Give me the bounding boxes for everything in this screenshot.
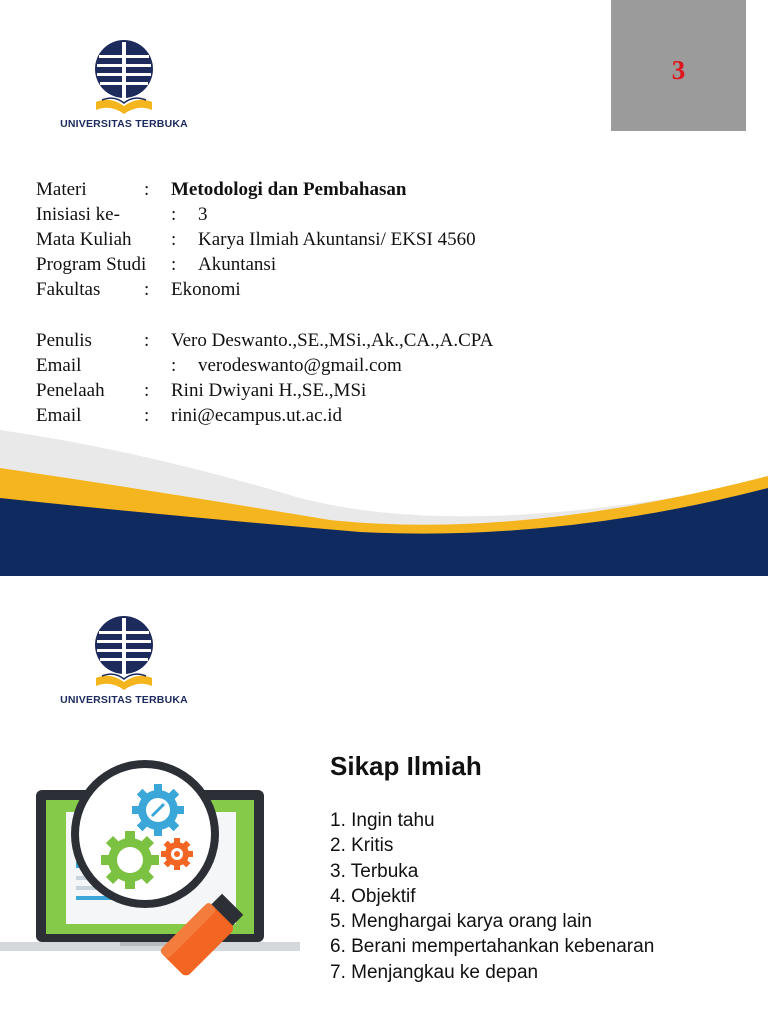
list-item: 5. Menghargai karya orang lain xyxy=(330,911,592,933)
colon: : xyxy=(144,380,150,401)
value: Akuntansi xyxy=(198,254,277,275)
value: rini@ecampus.ut.ac.id xyxy=(171,405,343,426)
value: Vero Deswanto.,SE.,MSi.,Ak.,CA.,A.CPA xyxy=(171,330,494,351)
colon: : xyxy=(144,179,150,200)
colon: : xyxy=(144,330,150,351)
slide-2 xyxy=(0,576,768,1024)
label: Email xyxy=(36,355,82,376)
value: Rini Dwiyani H.,SE.,MSi xyxy=(171,380,367,401)
decorative-wave xyxy=(0,420,768,576)
colon: : xyxy=(171,229,177,250)
value: 3 xyxy=(198,204,208,225)
value: Ekonomi xyxy=(171,279,241,300)
value: Karya Ilmiah Akuntansi/ EKSI 4560 xyxy=(198,229,476,250)
colon: : xyxy=(171,355,177,376)
gear-orange xyxy=(161,838,193,870)
magnifier-gears-laptop-icon xyxy=(0,752,310,992)
colon: : xyxy=(171,204,177,225)
gear-green xyxy=(101,831,159,889)
colon: : xyxy=(144,405,150,426)
logo-text: UNIVERSITAS TERBUKA xyxy=(60,118,188,130)
colon: : xyxy=(171,254,177,275)
list-item: 3. Terbuka xyxy=(330,860,419,882)
section-title: Sikap Ilmiah xyxy=(330,751,482,781)
label: Fakultas xyxy=(36,279,101,300)
label: Email xyxy=(36,405,82,426)
value: verodeswanto@gmail.com xyxy=(198,355,402,376)
attitude-list xyxy=(330,808,654,985)
list-item: 1. Ingin tahu xyxy=(330,810,435,831)
university-logo-icon xyxy=(92,616,156,694)
gear-blue xyxy=(132,784,184,836)
value: Metodologi dan Pembahasan xyxy=(171,179,407,200)
list-item: 2. Kritis xyxy=(330,835,394,857)
list-item: 7. Menjangkau ke depan xyxy=(330,961,539,983)
label: Inisiasi ke- xyxy=(36,204,120,225)
page-number: 3 xyxy=(671,55,686,85)
university-logo-icon xyxy=(92,40,156,118)
label: Mata Kuliah xyxy=(36,229,132,250)
label: Materi xyxy=(36,179,87,200)
list-item: 4. Objektif xyxy=(330,885,416,907)
colon: : xyxy=(144,279,150,300)
page-number-box xyxy=(611,0,746,131)
label: Program Studi xyxy=(36,254,147,275)
list-item: 6. Berani mempertahankan kebenaran xyxy=(330,936,655,958)
logo-text: UNIVERSITAS TERBUKA xyxy=(60,694,188,706)
label: Penelaah xyxy=(36,380,105,401)
label: Penulis xyxy=(36,330,92,351)
